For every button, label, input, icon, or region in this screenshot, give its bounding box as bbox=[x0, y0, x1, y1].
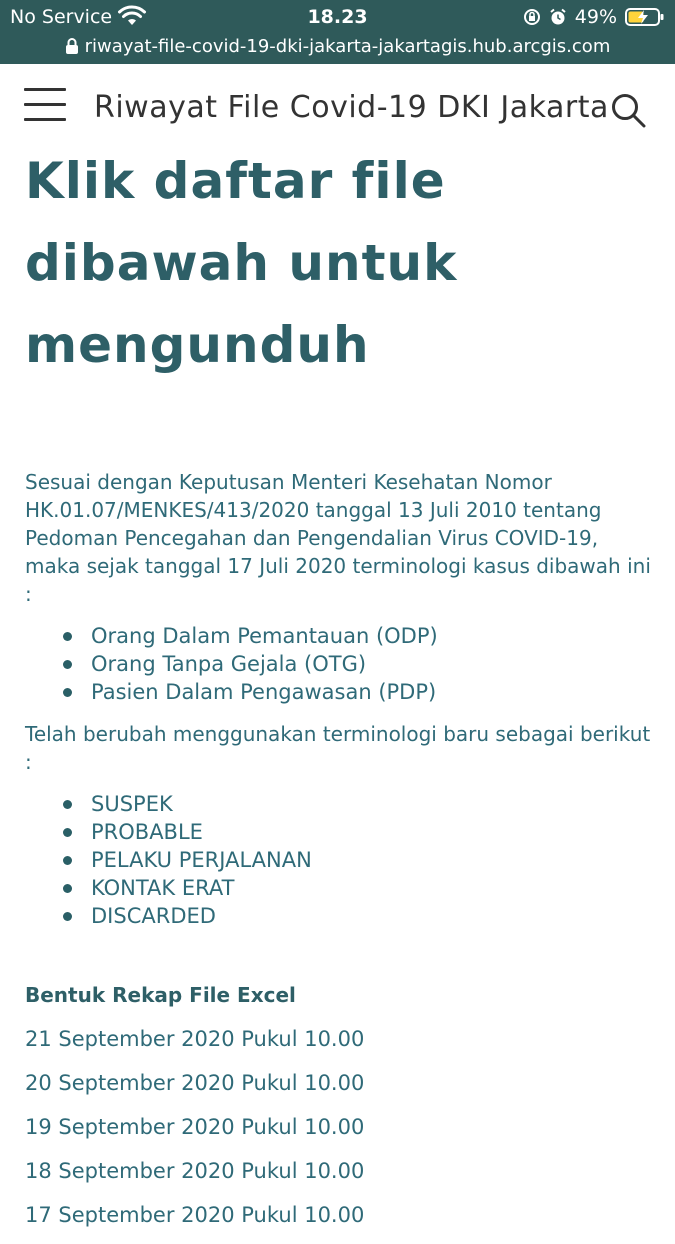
status-right bbox=[523, 6, 665, 28]
intro-paragraph: Sesuai dengan Keputusan Menteri Kesehatan Nomor HK.01.07/MENKES/413/2020 tanggal 13 Juli 2010 tentang Pedoman Pencegahan dan Pengendalian Virus COVID-19, maka sejak tanggal 17 Juli 2020 terminologi kasus dibawah ini : bbox=[25, 470, 651, 606]
alarm-icon bbox=[549, 8, 567, 26]
file-link[interactable]: 21 September 2020 Pukul 10.00 bbox=[25, 1027, 365, 1051]
address-bar[interactable] bbox=[0, 32, 675, 60]
url-text: riwayat-file-covid-19-dki-jakarta-jakartagis.hub.arcgis.com bbox=[84, 35, 611, 57]
page-headline: Klik daftar file dibawah untuk mengunduh bbox=[25, 152, 458, 374]
file-list bbox=[25, 1024, 655, 1230]
main-content bbox=[25, 140, 655, 1244]
list-item: Pasien Dalam Pengawasan (PDP) bbox=[25, 678, 655, 706]
battery-charging-icon bbox=[625, 7, 665, 27]
old-terms-list bbox=[25, 622, 655, 706]
list-item: SUSPEK bbox=[25, 790, 655, 818]
menu-icon[interactable] bbox=[24, 88, 66, 122]
file-link[interactable]: 20 September 2020 Pukul 10.00 bbox=[25, 1071, 365, 1095]
list-item: PELAKU PERJALANAN bbox=[25, 846, 655, 874]
list-item: DISCARDED bbox=[25, 902, 655, 930]
file-link[interactable]: 18 September 2020 Pukul 10.00 bbox=[25, 1159, 365, 1183]
orientation-lock-icon bbox=[523, 8, 541, 26]
search-icon[interactable] bbox=[608, 90, 648, 130]
page-header-title: Riwayat File Covid-19 DKI Jakarta bbox=[94, 90, 609, 125]
new-terms-list bbox=[25, 790, 655, 930]
file-link[interactable]: 19 September 2020 Pukul 10.00 bbox=[25, 1115, 365, 1139]
battery-percent: 49% bbox=[574, 6, 617, 28]
list-item: PROBABLE bbox=[25, 818, 655, 846]
list-item: Orang Dalam Pemantauan (ODP) bbox=[25, 622, 655, 650]
app-header bbox=[0, 64, 675, 148]
carrier-label: No Service bbox=[10, 6, 113, 28]
status-time: 18.23 bbox=[307, 6, 368, 28]
change-paragraph: Telah berubah menggunakan terminologi baru sebagai berikut : bbox=[25, 722, 651, 774]
list-item: KONTAK ERAT bbox=[25, 874, 655, 902]
file-link[interactable]: 17 September 2020 Pukul 10.00 bbox=[25, 1203, 365, 1227]
lock-icon bbox=[65, 37, 79, 55]
list-item: Orang Tanpa Gejala (OTG) bbox=[25, 650, 655, 678]
section-title: Bentuk Rekap File Excel bbox=[25, 983, 296, 1007]
status-bar bbox=[0, 0, 675, 64]
